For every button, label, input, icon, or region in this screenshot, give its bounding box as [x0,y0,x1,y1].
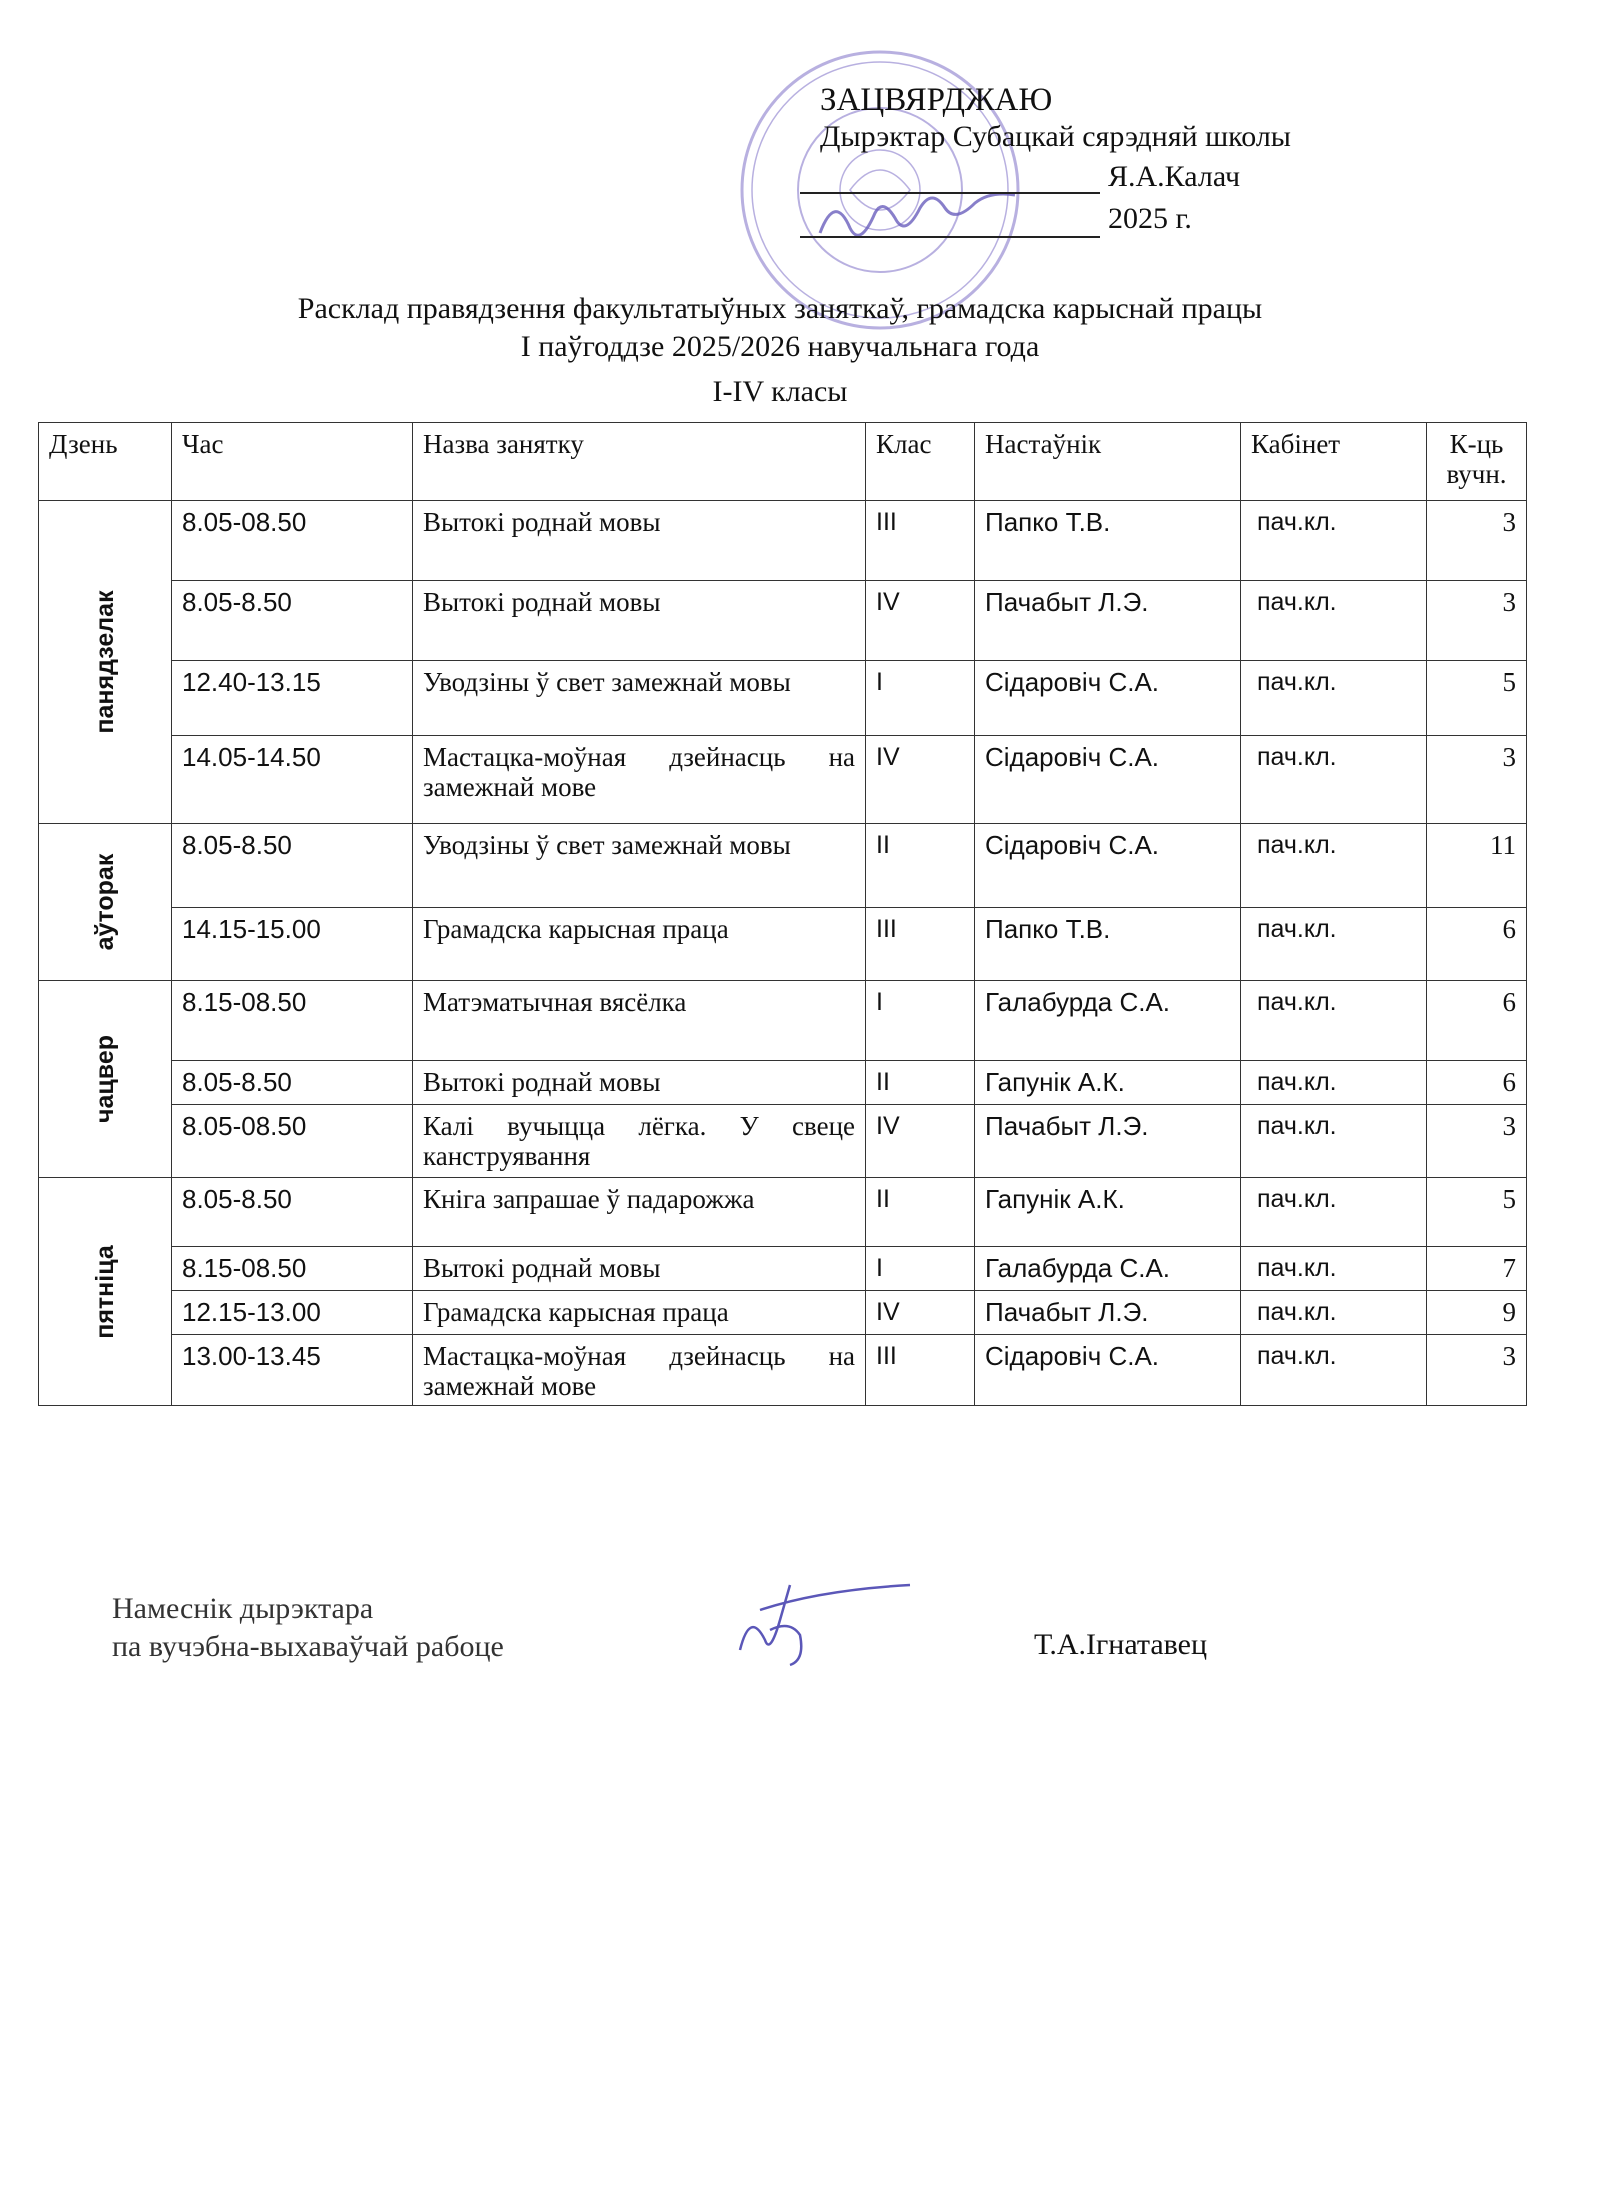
approval-role: Дырэктар Субацкай сярэдняй школы [820,120,1291,153]
cell-count: 5 [1427,661,1527,736]
table-row [39,1105,1527,1178]
header-room: Кабінет [1241,423,1427,501]
cell-teacher: Папко Т.В. [975,501,1241,581]
approval-date-line [800,236,1100,238]
header-teacher: Настаўнік [975,423,1241,501]
cell-class: І [866,661,975,736]
cell-count: 3 [1427,736,1527,824]
table-row [39,1178,1527,1247]
table-row [39,981,1527,1061]
header-time: Час [172,423,413,501]
cell-time: 14.05-14.50 [172,736,413,824]
cell-time: 8.05-08.50 [172,501,413,581]
document-title: Расклад правядзення факультатыўных заняткаў, грамадска карыснай працы [297,292,1263,325]
cell-subject: Вытокі роднай мовы [413,581,866,661]
header-day: Дзень [39,423,172,501]
day-label: чацвер [91,1034,119,1124]
cell-subject: Уводзіны ў свет замежнай мовы [413,661,866,736]
cell-room: пач.кл. [1241,1061,1427,1105]
footer-name: Т.А.Ігнатавец [1034,1628,1208,1661]
day-label: пятніца [91,1244,119,1339]
table-row [39,824,1527,908]
cell-count: 11 [1427,824,1527,908]
cell-subject: Уводзіны ў свет замежнай мовы [413,824,866,908]
cell-class: ІІІ [866,1335,975,1406]
cell-teacher: Сідаровіч С.А. [975,1335,1241,1406]
header-class: Клас [866,423,975,501]
cell-teacher: Гапунік А.К. [975,1061,1241,1105]
document-subtitle: І паўгоддзе 2025/2026 навучальнага года [520,330,1040,363]
cell-class: ІV [866,1291,975,1335]
approval-name: Я.А.Калач [1108,160,1241,193]
cell-time: 12.40-13.15 [172,661,413,736]
cell-time: 8.05-8.50 [172,1061,413,1105]
footer-role-line1: Намеснік дырэктара [112,1592,374,1625]
cell-teacher: Пачабыт Л.Э. [975,1105,1241,1178]
cell-teacher: Папко Т.В. [975,908,1241,981]
cell-teacher: Сідаровіч С.А. [975,661,1241,736]
cell-room: пач.кл. [1241,501,1427,581]
cell-count: 3 [1427,1105,1527,1178]
approval-year: 2025 г. [1108,202,1192,235]
cell-time: 8.05-8.50 [172,824,413,908]
table-header-row [39,423,1527,501]
director-signature [810,188,1030,258]
table-row [39,1291,1527,1335]
table-row [39,908,1527,981]
day-label: панядзелак [91,590,119,734]
cell-teacher: Галабурда С.А. [975,1247,1241,1291]
cell-subject: Мастацка-моўная дзейнасць на замежнай мове [413,736,866,824]
cell-count: 6 [1427,1061,1527,1105]
table-row [39,581,1527,661]
day-cell [39,501,172,824]
cell-subject: Грамадска карысная праца [413,908,866,981]
cell-time: 8.05-8.50 [172,1178,413,1247]
cell-class: ІІ [866,824,975,908]
cell-teacher: Сідаровіч С.А. [975,824,1241,908]
cell-class: ІV [866,1105,975,1178]
cell-subject: Калі вучыцца лёгка. У свеце канструявання [413,1105,866,1178]
cell-time: 13.00-13.45 [172,1335,413,1406]
day-cell [39,824,172,981]
cell-teacher: Гапунік А.К. [975,1178,1241,1247]
approval-title: ЗАЦВЯРДЖАЮ [820,82,1053,118]
cell-count: 6 [1427,908,1527,981]
day-label: аўторак [91,853,119,951]
cell-subject: Грамадска карысная праца [413,1291,866,1335]
cell-class: ІV [866,736,975,824]
cell-subject: Мастацка-моўная дзейнасць на замежнай мове [413,1335,866,1406]
cell-room: пач.кл. [1241,1105,1427,1178]
cell-subject: Вытокі роднай мовы [413,1061,866,1105]
cell-count: 9 [1427,1291,1527,1335]
day-cell [39,981,172,1178]
header-subject: Назва занятку [413,423,866,501]
cell-count: 6 [1427,981,1527,1061]
cell-class: ІІ [866,1178,975,1247]
header-count: К-ць вучн. [1427,423,1527,501]
table-row [39,1247,1527,1291]
cell-room: пач.кл. [1241,661,1427,736]
cell-room: пач.кл. [1241,908,1427,981]
table-row [39,1335,1527,1406]
deputy-signature [720,1570,920,1680]
cell-time: 8.05-8.50 [172,581,413,661]
footer-role-line2: па вучэбна-выхаваўчай рабоце [112,1630,504,1663]
cell-class: ІІІ [866,501,975,581]
cell-time: 8.15-08.50 [172,981,413,1061]
table-row [39,661,1527,736]
cell-room: пач.кл. [1241,824,1427,908]
table-row [39,1061,1527,1105]
cell-teacher: Пачабыт Л.Э. [975,581,1241,661]
cell-class: І [866,1247,975,1291]
cell-count: 3 [1427,581,1527,661]
cell-count: 5 [1427,1178,1527,1247]
cell-teacher: Сідаровіч С.А. [975,736,1241,824]
cell-subject: Кніга запрашае ў падарожжа [413,1178,866,1247]
cell-count: 3 [1427,501,1527,581]
table-row [39,736,1527,824]
cell-class: І [866,981,975,1061]
cell-subject: Матэматычная вясёлка [413,981,866,1061]
cell-teacher: Пачабыт Л.Э. [975,1291,1241,1335]
cell-room: пач.кл. [1241,581,1427,661]
cell-subject: Вытокі роднай мовы [413,1247,866,1291]
approval-signature-line [800,192,1100,194]
cell-room: пач.кл. [1241,1178,1427,1247]
cell-room: пач.кл. [1241,1247,1427,1291]
cell-class: ІІ [866,1061,975,1105]
cell-count: 3 [1427,1335,1527,1406]
schedule-table [38,422,1527,1406]
cell-time: 12.15-13.00 [172,1291,413,1335]
cell-room: пач.кл. [1241,1291,1427,1335]
document-classes: І-ІV класы [712,375,848,408]
cell-time: 8.15-08.50 [172,1247,413,1291]
cell-room: пач.кл. [1241,736,1427,824]
cell-time: 8.05-08.50 [172,1105,413,1178]
cell-subject: Вытокі роднай мовы [413,501,866,581]
day-cell [39,1178,172,1406]
cell-room: пач.кл. [1241,981,1427,1061]
cell-room: пач.кл. [1241,1335,1427,1406]
cell-teacher: Галабурда С.А. [975,981,1241,1061]
cell-count: 7 [1427,1247,1527,1291]
cell-class: ІV [866,581,975,661]
table-row [39,501,1527,581]
cell-class: ІІІ [866,908,975,981]
cell-time: 14.15-15.00 [172,908,413,981]
